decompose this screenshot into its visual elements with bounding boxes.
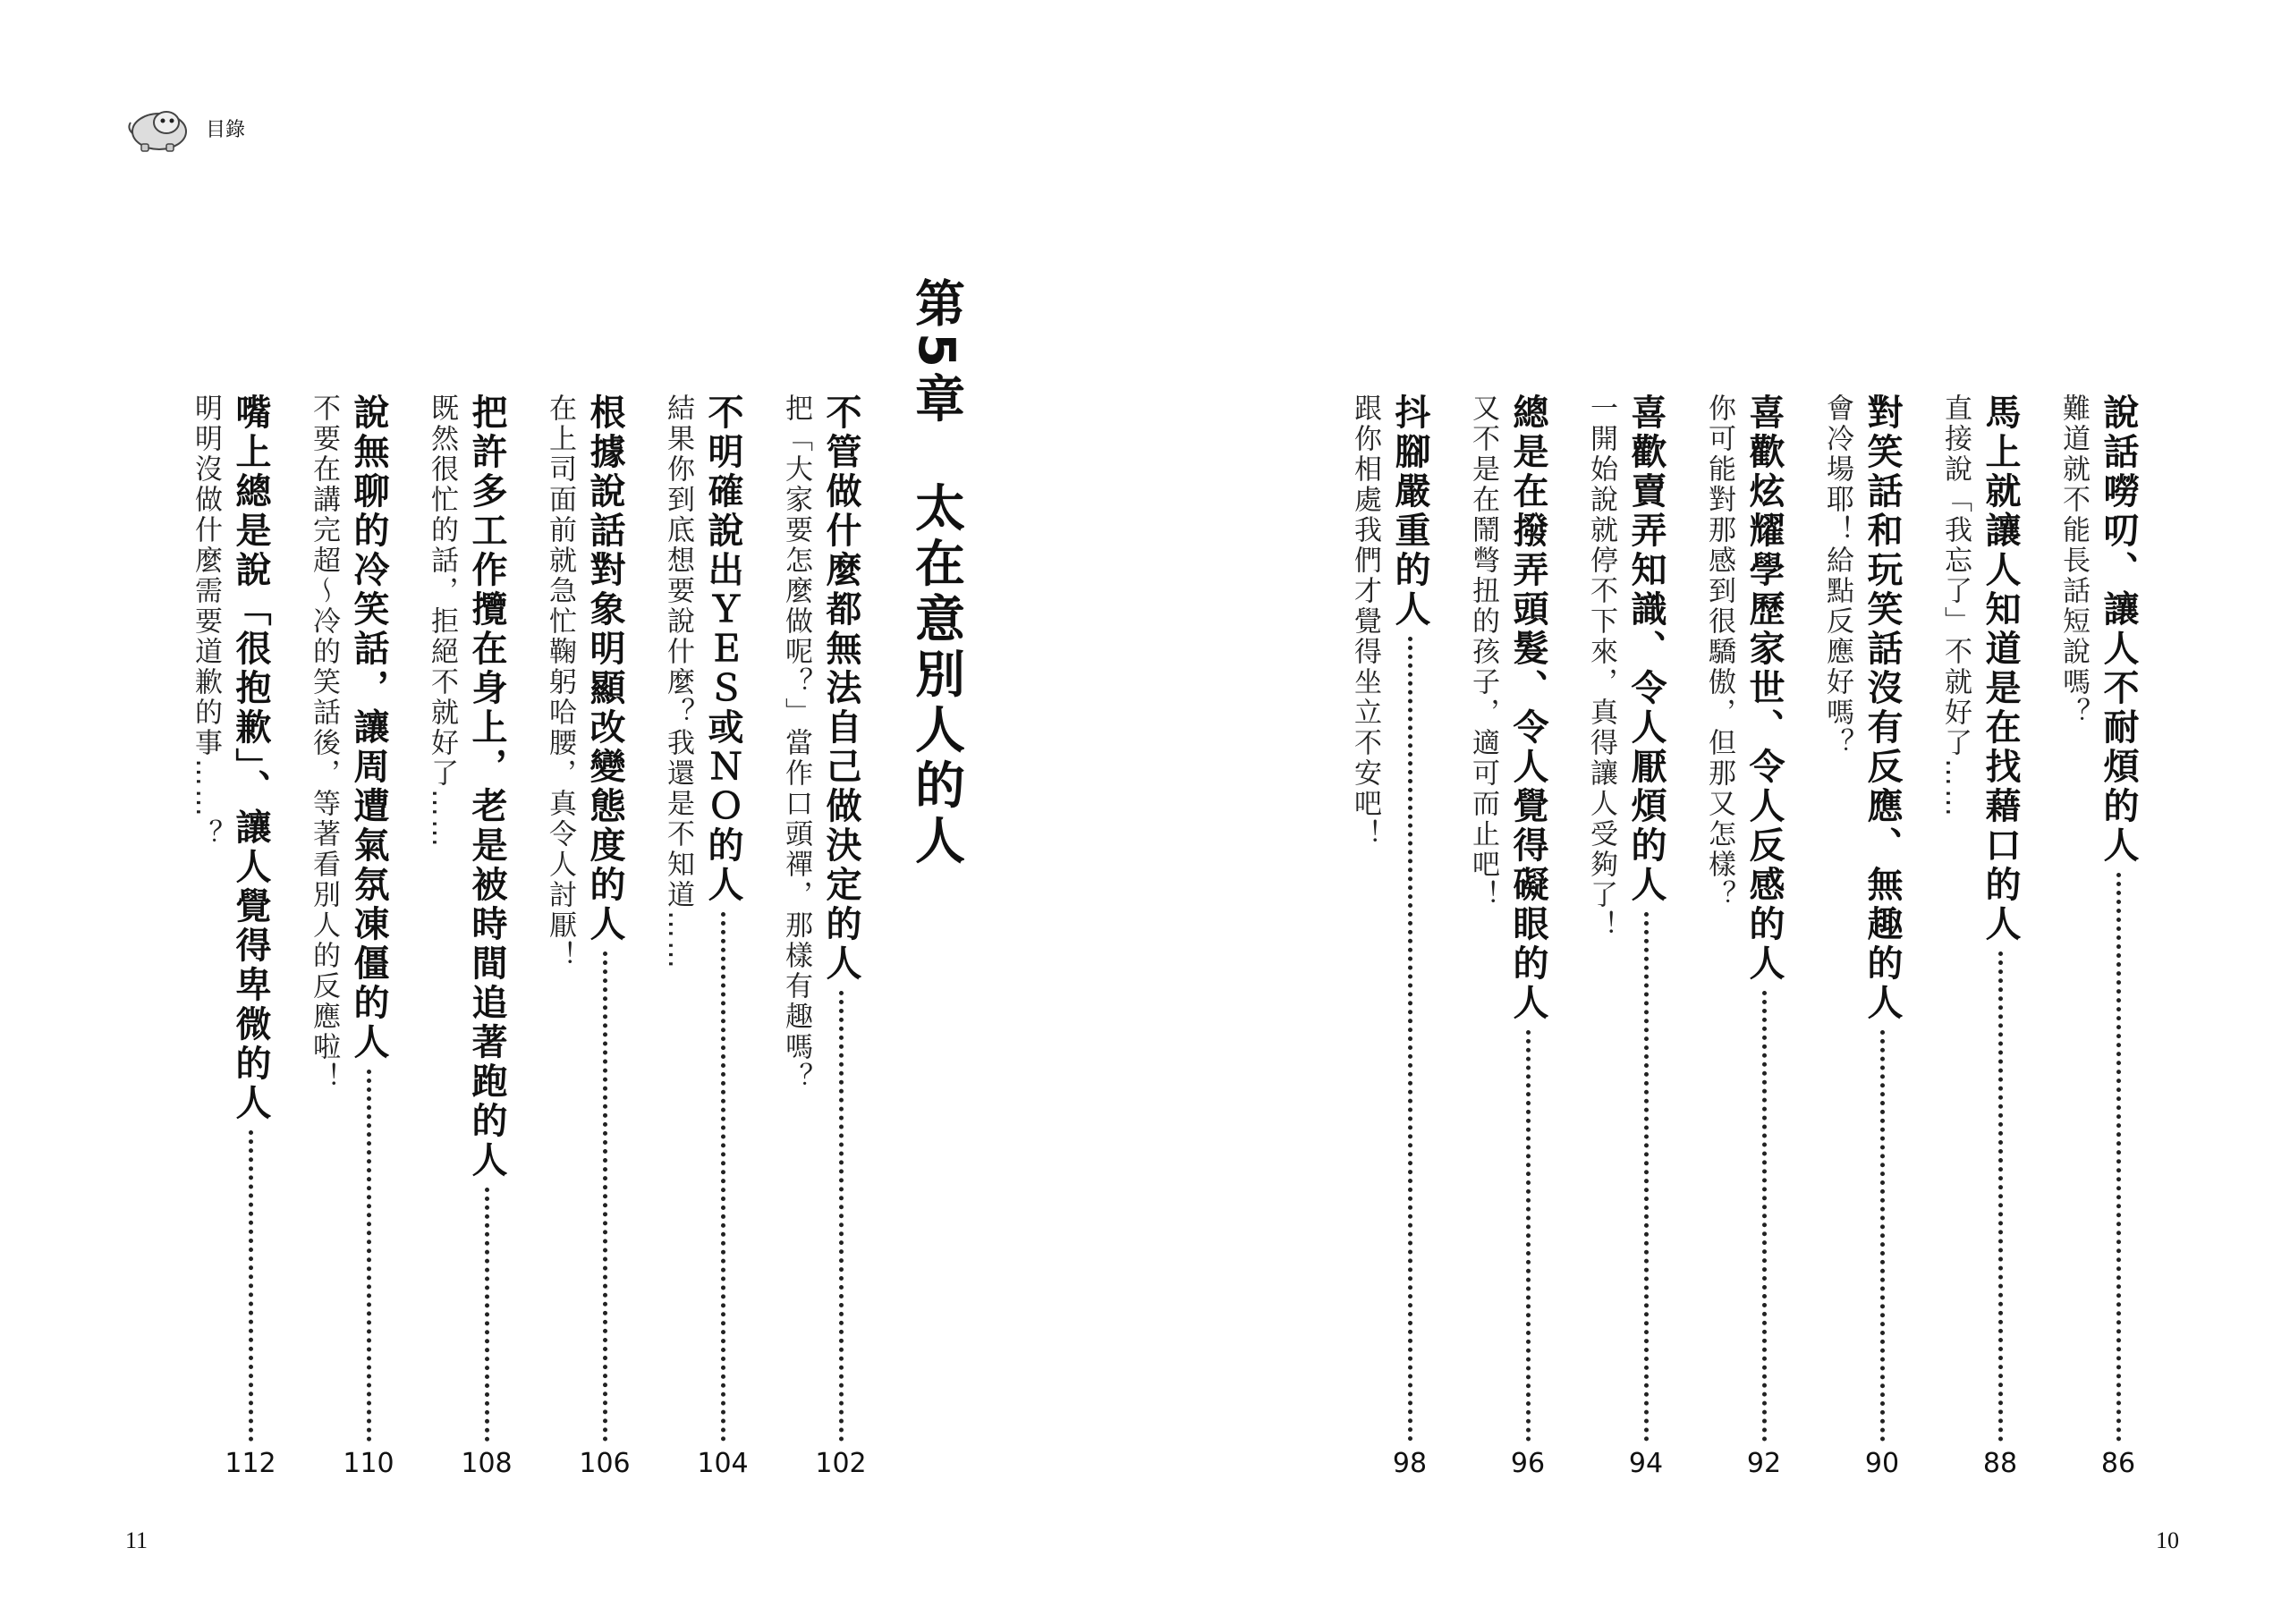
leader-dots (1762, 991, 1767, 1442)
toc-entry-page: 106 (579, 1448, 631, 1479)
toc-entry-desc: 又不是在鬧彆扭的孩子，適可而止吧！ (1467, 393, 1499, 910)
chapter-heading (907, 277, 965, 870)
toc-entry-desc: 既然很忙的話，拒絕不就好了…… (426, 393, 458, 850)
toc-entry-desc: 在上司面前就急忙鞠躬哈腰，真令人討厭！ (544, 393, 576, 971)
toc-entry-title: 說話嘮叨、讓人不耐煩的人 (2098, 393, 2139, 866)
chapter-title: 太在意別人的人 (907, 481, 965, 870)
leader-dots (721, 912, 725, 1442)
toc-entry-title: 根據說話對象明顯改變態度的人 (584, 393, 625, 944)
toc-entry-title: 說無聊的冷笑話，讓周遭氣氛凍僵的人 (348, 393, 389, 1062)
toc-entry-title: 總是在撥弄頭髮、令人覺得礙眼的人 (1507, 393, 1548, 1023)
leader-dots (839, 991, 844, 1442)
leader-dots (1526, 1030, 1531, 1442)
toc-entry-page: 108 (461, 1448, 513, 1479)
toc-entry-title: 不管做什麼都無法自己做決定的人 (820, 393, 861, 984)
toc-entry-desc: 結果你到底想要說什麼？我還是不知道…… (662, 393, 694, 971)
toc-entry-title: 馬上就讓人知道是在找藉口的人 (1980, 393, 2021, 944)
chapter-number: 第5章 (907, 277, 965, 428)
toc-entry-title: 喜歡炫耀學歷家世、令人反感的人 (1743, 393, 1785, 984)
toc-entry[interactable] (1389, 393, 1430, 1479)
toc-entry[interactable] (697, 393, 749, 1479)
toc-entry-desc: 你可能對那感到很驕傲，但那又怎樣？ (1703, 393, 1735, 910)
leader-dots (1644, 912, 1649, 1442)
toc-entry-desc: 明明沒做什麼需要道歉的事……？ (190, 393, 222, 850)
toc-entry-page: 88 (1982, 1448, 2018, 1479)
leader-dots (2116, 873, 2121, 1442)
toc-entry[interactable] (579, 393, 631, 1479)
toc-entry-desc: 把「大家要怎麼做呢？」當作口頭禪，那樣有趣嗎？ (780, 393, 812, 1093)
toc-entry-title: 把許多工作攬在身上，老是被時間追著跑的人 (466, 393, 507, 1180)
leader-dots (1880, 1030, 1885, 1442)
mascot-icon (125, 103, 191, 153)
toc-entry[interactable] (815, 393, 867, 1479)
toc-entry-page: 86 (2100, 1448, 2136, 1479)
header-title: 目錄 (206, 118, 246, 141)
toc-entry-title: 嘴上總是說「很抱歉」、讓人覺得卑微的人 (230, 393, 271, 1123)
toc-entry[interactable] (343, 393, 394, 1479)
toc-entry[interactable] (2098, 393, 2139, 1479)
toc-entry[interactable] (461, 393, 513, 1479)
page-number-left: 11 (125, 1527, 148, 1553)
toc-entry-page: 112 (225, 1448, 276, 1479)
page-header (125, 97, 245, 159)
toc-entry[interactable] (1743, 393, 1785, 1479)
leader-dots (485, 1188, 489, 1442)
toc-entry[interactable] (1862, 393, 1903, 1479)
toc-entry-title: 喜歡賣弄知識、令人厭煩的人 (1625, 393, 1667, 905)
toc-entry-desc: 一開始說就停不下來，真得讓人受夠了！ (1585, 393, 1617, 941)
toc-entry-page: 92 (1746, 1448, 1782, 1479)
toc-entry-desc: 不要在講完超～冷的笑話後，等著看別人的反應啦！ (308, 393, 340, 1093)
toc-entry-page: 94 (1628, 1448, 1664, 1479)
toc-entry[interactable] (1625, 393, 1667, 1479)
leader-dots (603, 952, 607, 1442)
toc-entry-page: 102 (815, 1448, 867, 1479)
toc-entry-desc: 難道就不能長話短說嗎？ (2057, 393, 2090, 728)
toc-entry-title: 對笑話和玩笑話沒有反應、無趣的人 (1862, 393, 1903, 1023)
leader-dots (367, 1070, 371, 1442)
toc-entry-page: 104 (697, 1448, 749, 1479)
toc-entry[interactable] (225, 393, 276, 1479)
toc-entry-title: 抖腳嚴重的人 (1389, 393, 1430, 630)
toc-entry[interactable] (1980, 393, 2021, 1479)
toc-entry-title: 不明確說出ＹＥＳ或ＮＯ的人 (702, 393, 743, 905)
leader-dots (1998, 952, 2003, 1442)
toc-entry-desc: 跟你相處我們才覺得坐立不安吧！ (1349, 393, 1381, 850)
toc-entry-desc: 直接說「我忘了」不就好了…… (1939, 393, 1972, 819)
toc-entry-page: 98 (1392, 1448, 1428, 1479)
toc-entry-desc: 會冷場耶！給點反應好嗎？ (1821, 393, 1853, 758)
toc-entry-page: 96 (1510, 1448, 1546, 1479)
toc-entry[interactable] (1507, 393, 1548, 1479)
toc-entry-page: 90 (1864, 1448, 1900, 1479)
page-number-right: 10 (2156, 1527, 2179, 1553)
leader-dots (1408, 637, 1412, 1442)
toc-entry-page: 110 (343, 1448, 394, 1479)
leader-dots (249, 1130, 253, 1442)
